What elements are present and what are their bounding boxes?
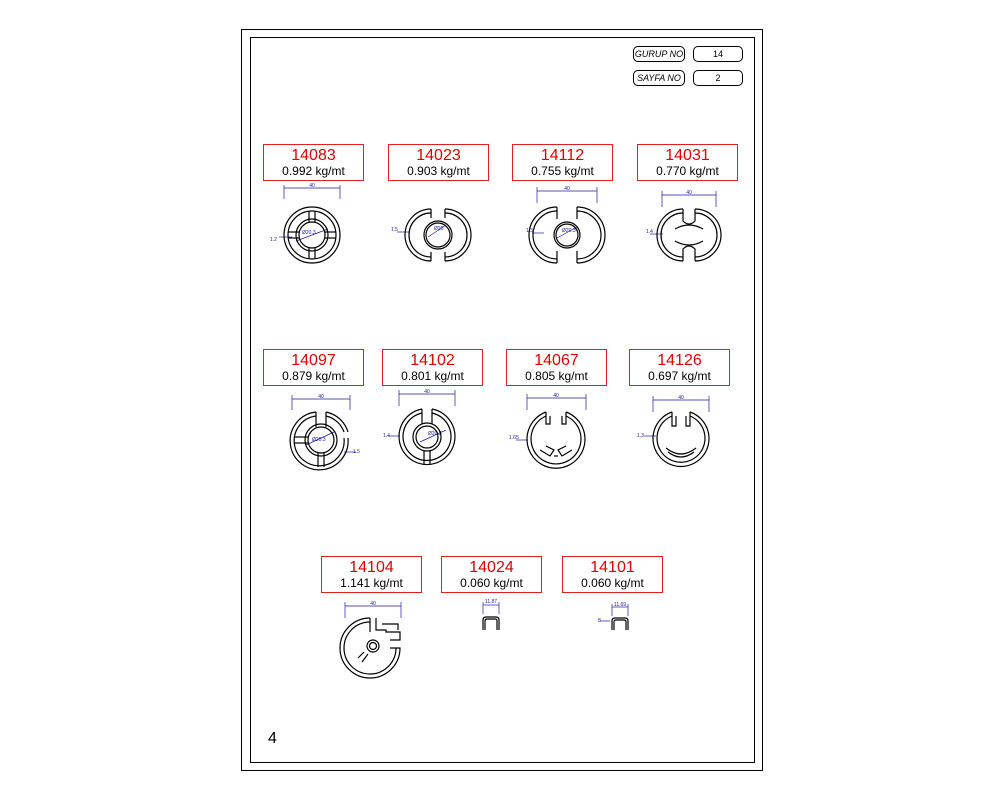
profile-drawing-14101 [562, 596, 662, 646]
dim-thickness: 1.2 [270, 237, 277, 243]
profile-weight: 0.805 kg/mt [525, 369, 588, 383]
dim-width: 40 [318, 394, 324, 400]
profile-weight: 0.992 kg/mt [282, 164, 345, 178]
profile-weight: 0.060 kg/mt [581, 576, 644, 590]
profile-weight: 0.903 kg/mt [407, 164, 470, 178]
group-value: 14 [693, 46, 743, 62]
dim-diameter: Ø20.3 [428, 431, 442, 437]
dim-width: 40 [564, 186, 570, 192]
profile-code: 14126 [657, 352, 702, 369]
dim-width: 40 [370, 601, 376, 607]
profile-drawing-14024 [441, 596, 541, 646]
dim-width: 40 [553, 393, 559, 399]
profile-drawing-14083 [262, 185, 362, 270]
profile-drawing-14097 [262, 390, 372, 480]
profile-drawing-14067 [506, 390, 606, 480]
profile-card-14097 [263, 349, 364, 386]
dim-thickness: 8 [598, 618, 601, 624]
page-value: 2 [693, 70, 743, 86]
dim-thickness: 1.4 [383, 433, 390, 439]
dim-thickness: 1.5 [353, 449, 360, 455]
dim-width: 40 [424, 389, 430, 395]
profile-code: 14031 [665, 147, 710, 164]
profile-weight: 1.141 kg/mt [340, 576, 403, 590]
profile-drawing-14126 [630, 390, 730, 480]
profile-card-14104 [321, 556, 422, 593]
dim-width: 40 [686, 190, 692, 196]
profile-weight: 0.801 kg/mt [401, 369, 464, 383]
profile-code: 14097 [291, 352, 336, 369]
dim-thickness: 1.4 [646, 229, 653, 235]
page-number: 4 [268, 730, 277, 747]
profile-code: 14102 [410, 352, 455, 369]
dim-thickness: 1.65 [509, 435, 519, 441]
dim-diameter: Ø20 [434, 226, 444, 232]
profile-card-14112 [512, 144, 613, 181]
profile-drawing-14102 [380, 390, 480, 480]
profile-card-14067 [506, 349, 607, 386]
dim-diameter: Ø20.3 [562, 228, 576, 234]
profile-weight: 0.697 kg/mt [648, 369, 711, 383]
profile-card-14102 [382, 349, 483, 386]
profile-weight: 0.060 kg/mt [460, 576, 523, 590]
profile-code: 14104 [349, 559, 394, 576]
profile-card-14126 [629, 349, 730, 386]
profile-drawing-14031 [637, 185, 737, 270]
profile-code: 14101 [590, 559, 635, 576]
profile-card-14024 [441, 556, 542, 593]
profile-code: 14067 [534, 352, 579, 369]
dim-width: 40 [678, 395, 684, 401]
profile-code: 14112 [540, 147, 585, 164]
profile-card-14101 [562, 556, 663, 593]
profile-code: 14024 [469, 559, 514, 576]
dim-diameter: Ø20.3 [312, 437, 326, 443]
page-label: SAYFA NO [633, 70, 685, 86]
profile-drawing-14023 [388, 185, 488, 270]
profile-code: 14023 [416, 147, 461, 164]
dim-thickness: 1.5 [391, 227, 398, 233]
profile-card-14023 [388, 144, 489, 181]
profile-weight: 0.755 kg/mt [531, 164, 594, 178]
profile-drawing-14112 [512, 185, 612, 270]
profile-weight: 0.770 kg/mt [656, 164, 719, 178]
profile-code: 14083 [291, 147, 336, 164]
dim-width: 11.87 [484, 599, 498, 605]
dim-width: 40 [309, 183, 315, 189]
group-label: GURUP NO [633, 46, 685, 62]
dim-thickness: 1.3 [637, 433, 644, 439]
profile-card-14031 [637, 144, 738, 181]
dim-diameter: Ø20.3 [302, 230, 316, 236]
profile-drawing-14104 [320, 596, 420, 696]
dim-thickness: 1.3 [526, 228, 533, 234]
profile-card-14083 [263, 144, 364, 181]
profile-weight: 0.879 kg/mt [282, 369, 345, 383]
dim-width: 11.69 [613, 602, 627, 608]
